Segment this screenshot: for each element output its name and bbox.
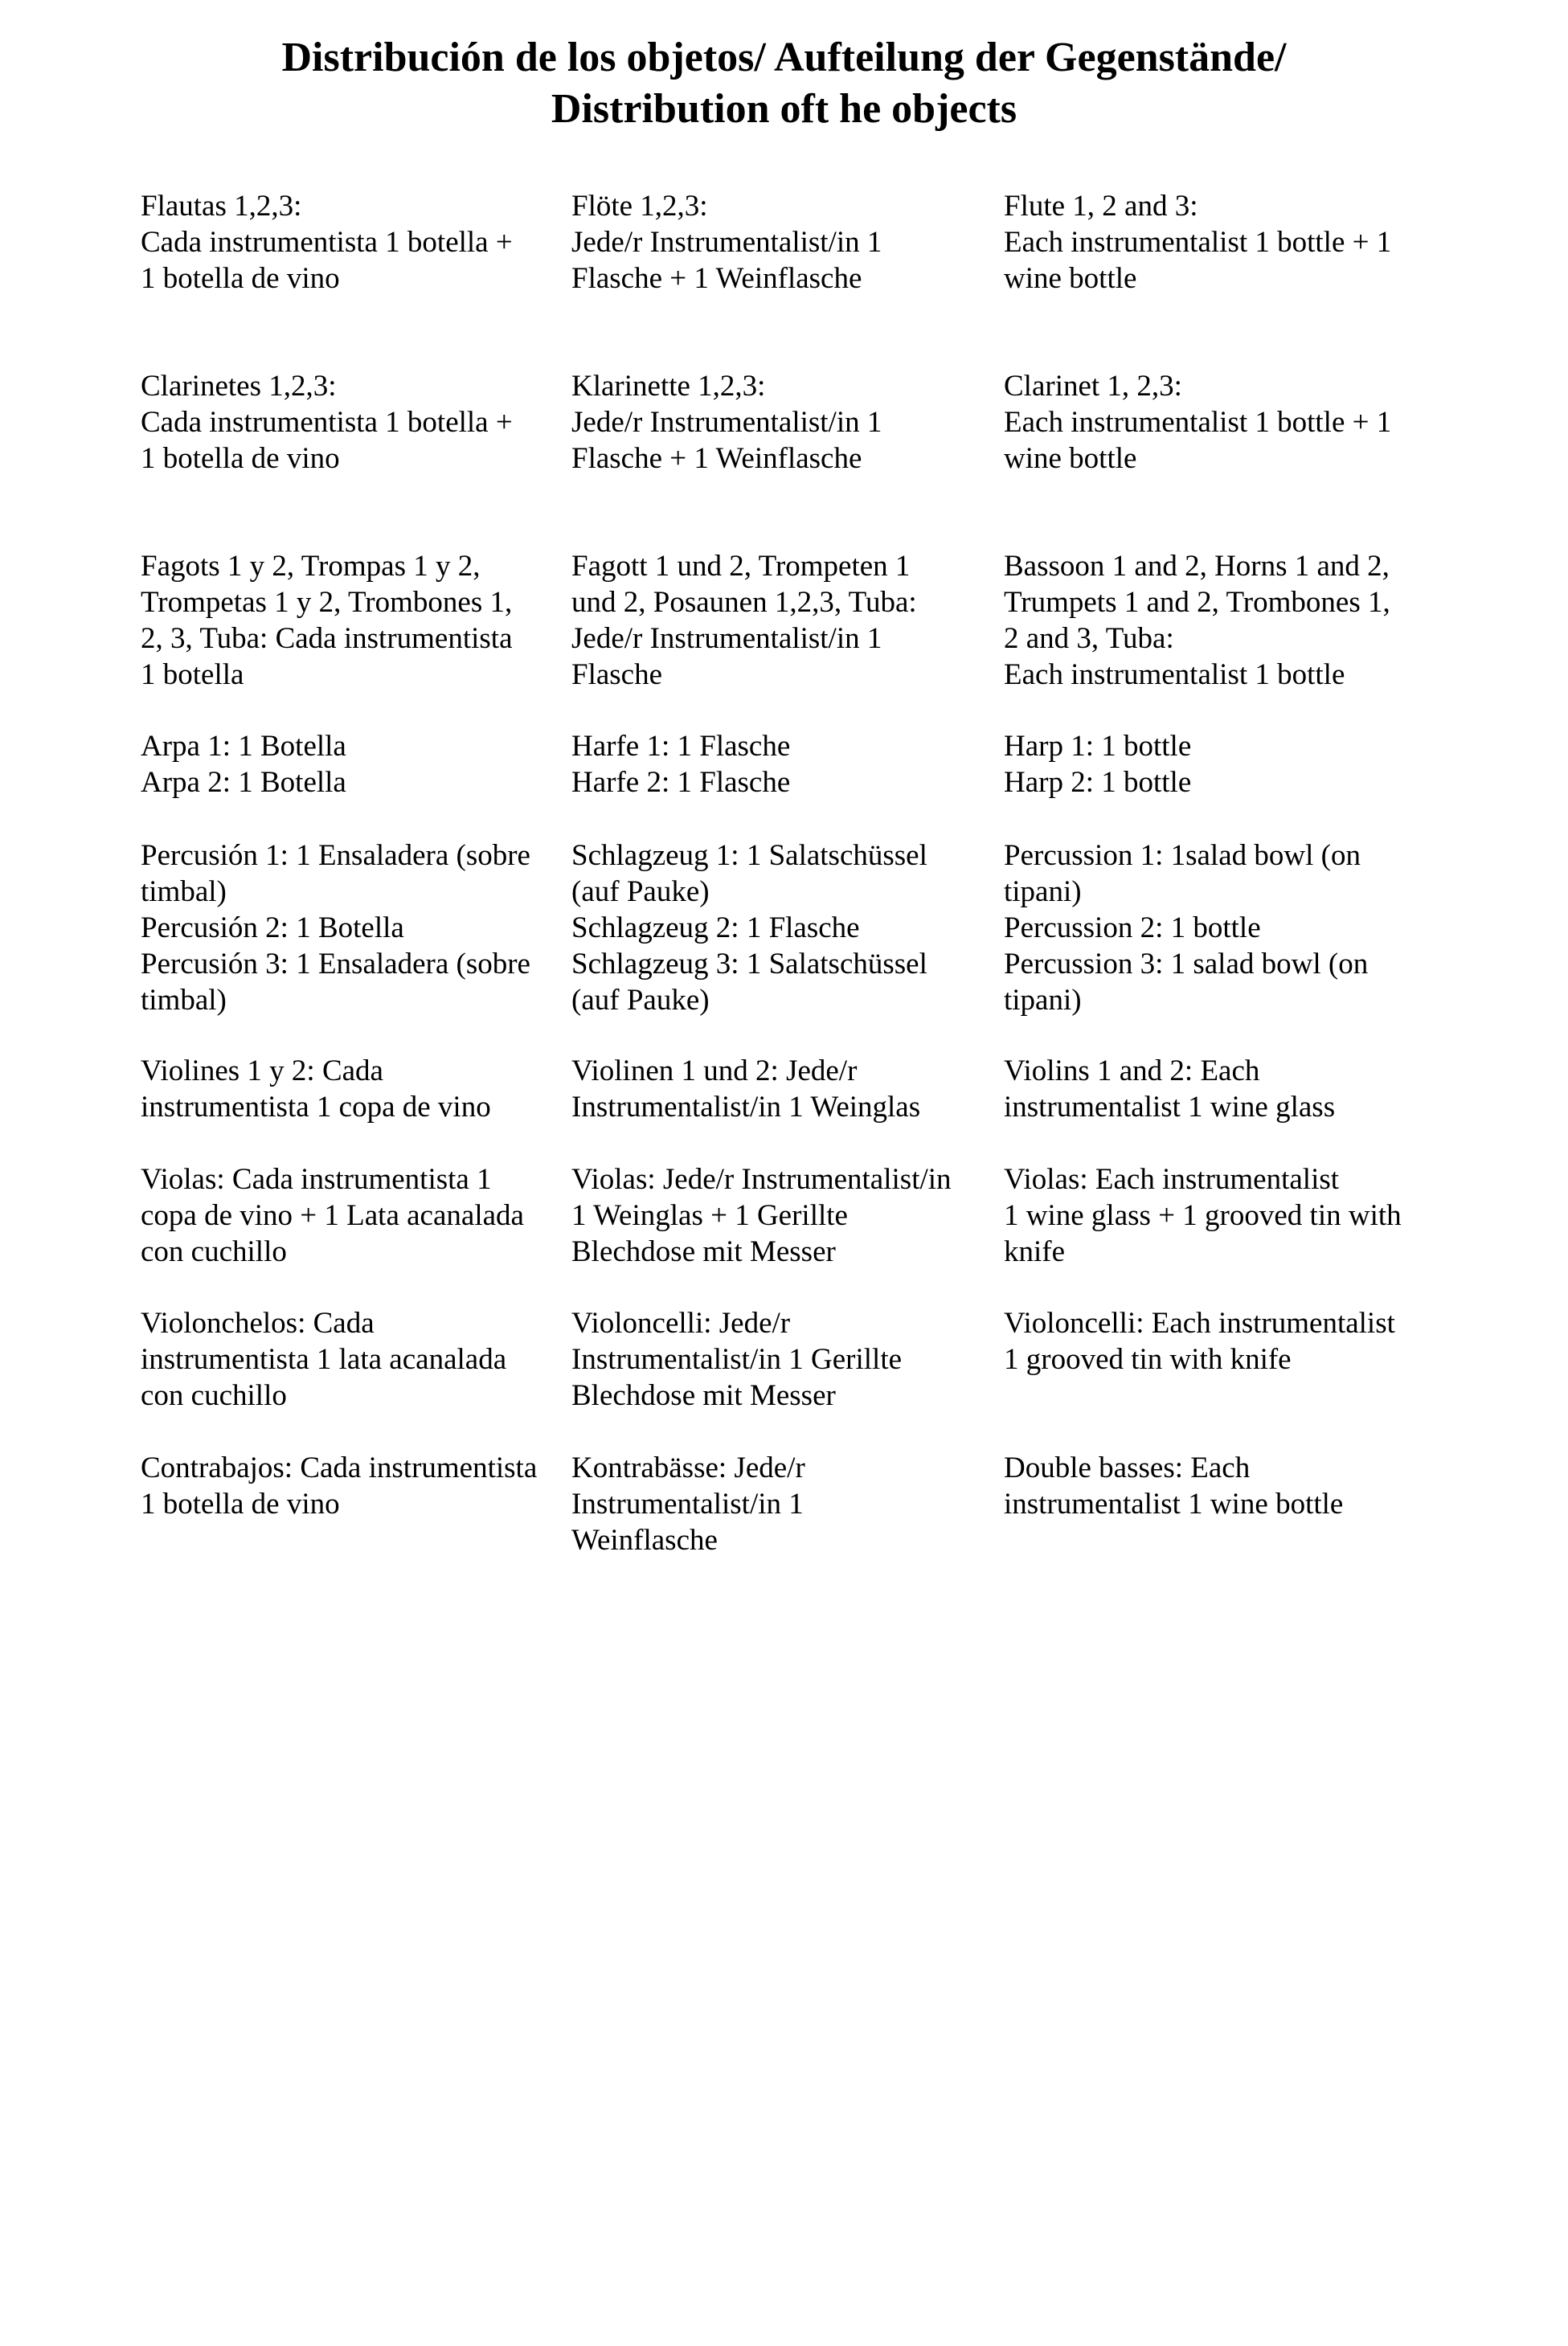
text-line: Each instrumentalist 1 bottle + 1: [1004, 406, 1392, 439]
text-line: instrumentalist 1 wine bottle: [1004, 1488, 1344, 1521]
text-line: Arpa 1: 1 Botella: [141, 730, 346, 763]
text-line: Flute 1, 2 and 3:: [1004, 190, 1198, 223]
text-line: Arpa 2: 1 Botella: [141, 766, 346, 799]
text-line: Harp 1: 1 bottle: [1004, 730, 1192, 763]
section-4-german-text: [571, 728, 997, 800]
section-7-english-text: [1004, 1161, 1430, 1270]
section-8-german-text: [571, 1305, 997, 1414]
text-line: Trompetas 1 y 2, Trombones 1,: [141, 586, 513, 619]
text-line: Instrumentalist/in 1 Weinglas: [571, 1091, 921, 1124]
text-line: (auf Pauke): [571, 984, 710, 1017]
section-4-spanish-text: [141, 728, 567, 800]
text-line: Violoncelli: Each instrumentalist: [1004, 1307, 1395, 1340]
text-line: Percussion 3: 1 salad bowl (on: [1004, 948, 1369, 981]
text-line: Flasche + 1 Weinflasche: [571, 262, 862, 295]
section-5-spanish-text: [141, 837, 567, 1018]
text-line: instrumentista 1 lata acanalada: [141, 1343, 507, 1376]
text-line: Violinen 1 und 2: Jede/r: [571, 1054, 858, 1087]
text-line: Clarinet 1, 2,3:: [1004, 370, 1182, 403]
section-9-german-text: [571, 1450, 997, 1558]
text-line: timbal): [141, 984, 227, 1017]
text-line: Each instrumentalist 1 bottle + 1: [1004, 226, 1392, 259]
section-3-spanish-text: [141, 548, 567, 693]
section-6-english-text: [1004, 1053, 1430, 1125]
section-5-german-text: [571, 837, 997, 1018]
text-line: Double basses: Each: [1004, 1451, 1251, 1484]
section-8-spanish-text: [141, 1305, 567, 1414]
text-line: wine bottle: [1004, 262, 1137, 295]
section-1-german-text: [571, 188, 997, 297]
text-line: (auf Pauke): [571, 875, 710, 908]
text-line: copa de vino + 1 Lata acanalada: [141, 1199, 524, 1232]
text-line: Flasche: [571, 658, 663, 691]
text-line: Cada instrumentista 1 botella +: [141, 226, 513, 259]
text-line: Harfe 1: 1 Flasche: [571, 730, 791, 763]
text-line: Bassoon 1 and 2, Horns 1 and 2,: [1004, 550, 1390, 583]
page-title-line-2: Distribution oft he objects: [551, 86, 1017, 132]
section-6-german-text: [571, 1053, 997, 1125]
text-line: Fagots 1 y 2, Trompas 1 y 2,: [141, 550, 481, 583]
text-line: 2 and 3, Tuba:: [1004, 622, 1174, 655]
text-line: Instrumentalist/in 1: [571, 1488, 804, 1521]
text-line: Kontrabässe: Jede/r: [571, 1451, 805, 1484]
text-line: con cuchillo: [141, 1235, 287, 1268]
text-line: Violas: Cada instrumentista 1: [141, 1163, 492, 1196]
text-line: Fagott 1 und 2, Trompeten 1: [571, 550, 911, 583]
text-line: Schlagzeug 2: 1 Flasche: [571, 911, 860, 944]
text-line: Percusión 1: 1 Ensaladera (sobre: [141, 839, 530, 872]
text-line: Flautas 1,2,3:: [141, 190, 302, 223]
text-line: Percussion 1: 1salad bowl (on: [1004, 839, 1361, 872]
text-line: Harfe 2: 1 Flasche: [571, 766, 791, 799]
text-line: Each instrumentalist 1 bottle: [1004, 658, 1345, 691]
text-line: Jede/r Instrumentalist/in 1: [571, 406, 882, 439]
text-line: Contrabajos: Cada instrumentista: [141, 1451, 538, 1484]
text-line: Violas: Each instrumentalist: [1004, 1163, 1340, 1196]
text-line: Weinflasche: [571, 1524, 718, 1557]
text-line: 1 botella de vino: [141, 262, 340, 295]
text-line: Blechdose mit Messer: [571, 1379, 836, 1412]
text-line: 1 botella de vino: [141, 1488, 340, 1521]
text-line: wine bottle: [1004, 442, 1137, 475]
text-line: instrumentista 1 copa de vino: [141, 1091, 491, 1124]
text-line: Jede/r Instrumentalist/in 1: [571, 226, 882, 259]
section-5-english-text: [1004, 837, 1430, 1018]
text-line: Violas: Jede/r Instrumentalist/in: [571, 1163, 952, 1196]
text-line: 2, 3, Tuba: Cada instrumentista: [141, 622, 513, 655]
text-line: Violoncelli: Jede/r: [571, 1307, 791, 1340]
text-line: 1 wine glass + 1 grooved tin with: [1004, 1199, 1402, 1232]
text-line: Trumpets 1 and 2, Trombones 1,: [1004, 586, 1390, 619]
text-line: Violonchelos: Cada: [141, 1307, 375, 1340]
text-line: Violines 1 y 2: Cada: [141, 1054, 383, 1087]
text-line: Clarinetes 1,2,3:: [141, 370, 337, 403]
section-4-english-text: [1004, 728, 1430, 800]
text-line: Percussion 2: 1 bottle: [1004, 911, 1261, 944]
section-9-spanish-text: [141, 1450, 567, 1522]
text-line: Percusión 2: 1 Botella: [141, 911, 404, 944]
text-line: Instrumentalist/in 1 Gerillte: [571, 1343, 903, 1376]
text-line: Percusión 3: 1 Ensaladera (sobre: [141, 948, 530, 981]
text-line: 1 grooved tin with knife: [1004, 1343, 1292, 1376]
section-8-english-text: [1004, 1305, 1430, 1378]
text-line: knife: [1004, 1235, 1066, 1268]
text-line: Flöte 1,2,3:: [571, 190, 708, 223]
section-3-german-text: [571, 548, 997, 693]
text-line: und 2, Posaunen 1,2,3, Tuba:: [571, 586, 917, 619]
section-6-spanish-text: [141, 1053, 567, 1125]
page-title: [0, 32, 1568, 135]
text-line: 1 botella: [141, 658, 244, 691]
text-line: Flasche + 1 Weinflasche: [571, 442, 862, 475]
section-2-german-text: [571, 368, 997, 477]
text-line: Jede/r Instrumentalist/in 1: [571, 622, 882, 655]
text-line: timbal): [141, 875, 227, 908]
section-2-english-text: [1004, 368, 1430, 477]
text-line: tipani): [1004, 984, 1082, 1017]
section-7-spanish-text: [141, 1161, 567, 1270]
page-title-line-1: Distribución de los objetos/ Aufteilung der Gegenstände/: [281, 35, 1287, 80]
text-line: con cuchillo: [141, 1379, 287, 1412]
text-line: Violins 1 and 2: Each: [1004, 1054, 1260, 1087]
text-line: Klarinette 1,2,3:: [571, 370, 766, 403]
text-line: instrumentalist 1 wine glass: [1004, 1091, 1336, 1124]
section-1-english-text: [1004, 188, 1430, 297]
text-line: 1 Weinglas + 1 Gerillte: [571, 1199, 848, 1232]
text-line: Schlagzeug 1: 1 Salatschüssel: [571, 839, 927, 872]
section-2-spanish-text: [141, 368, 567, 477]
text-line: 1 botella de vino: [141, 442, 340, 475]
section-1-spanish-text: [141, 188, 567, 297]
text-line: Cada instrumentista 1 botella +: [141, 406, 513, 439]
section-9-english-text: [1004, 1450, 1430, 1522]
text-line: Schlagzeug 3: 1 Salatschüssel: [571, 948, 927, 981]
text-line: tipani): [1004, 875, 1082, 908]
text-line: Blechdose mit Messer: [571, 1235, 836, 1268]
section-7-german-text: [571, 1161, 997, 1270]
text-line: Harp 2: 1 bottle: [1004, 766, 1192, 799]
section-3-english-text: [1004, 548, 1430, 693]
